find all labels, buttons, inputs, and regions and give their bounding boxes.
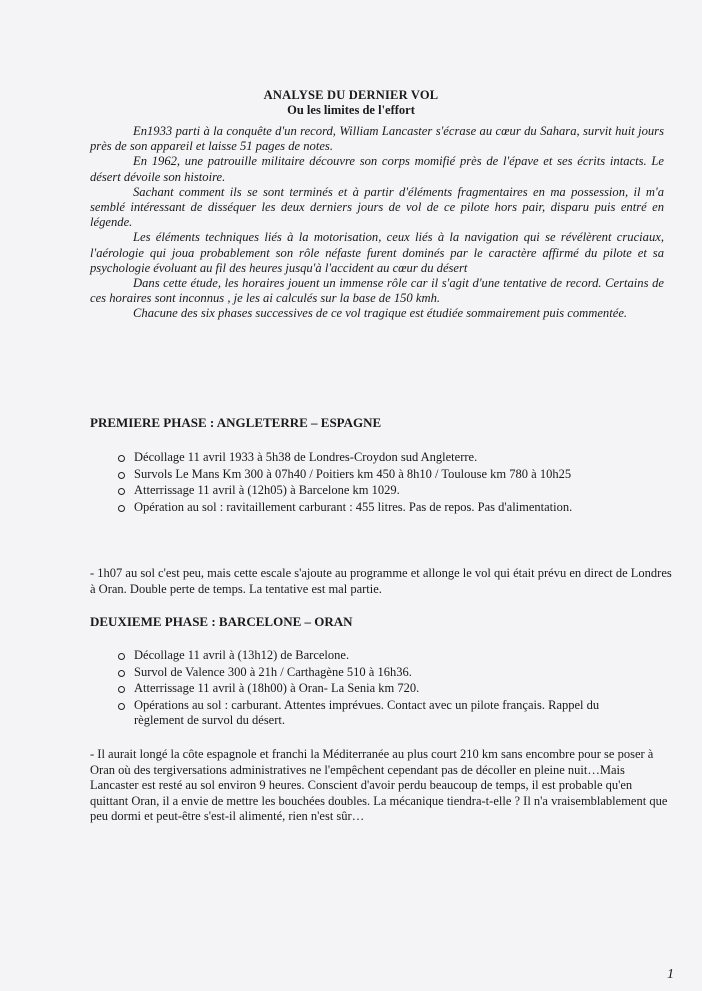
intro-section [90,124,664,322]
phase2-heading: DEUXIEME PHASE : BARCELONE – ORAN [90,614,353,629]
document-title: ANALYSE DU DERNIER VOL [263,88,439,102]
phase2-comment: - Il aurait longé la côte espagnole et franchi la Méditerranée au plus court 210 km sans encombre pour se poser à Oran où des tergiversations administratives ne l'empêchent cependant pas de décoller en pleine nuit…Mais Lancaster est resté au sol environ 9 heures. Conscient d'avoir perdu beaucoup de temps, il est probable qu'en quittant Oran, il a envie de mettre les bouchées doubles. La mécanique tiendra-t-elle ? Il n'a vraisemblablement que peu dormi et peut-être s'est-il alimenté, rien n'est sûr… [90,747,668,824]
intro-paragraph: En1933 parti à la conquête d'un record, William Lancaster s'écrase au cœur du Sahara, survit huit jours près de son appareil et laisse 51 pages de notes. [90,124,664,154]
list-item: Décollage 11 avril 1933 à 5h38 de Londres-Croydon sud Angleterre. [116,450,636,466]
list-item: Survol de Valence 300 à 21h / Carthagène 510 à 16h36. [116,665,636,681]
phase1-heading: PREMIERE PHASE : ANGLETERRE – ESPAGNE [90,415,382,430]
list-item: Opérations au sol : carburant. Attentes imprévues. Contact avec un pilote français. Rappel du règlement de survol du désert. [116,698,636,729]
list-item: Décollage 11 avril à (13h12) de Barcelone. [116,648,636,664]
list-item: Atterrissage 11 avril à (18h00) à Oran- La Senia km 720. [116,681,636,697]
intro-paragraph: Dans cette étude, les horaires jouent un immense rôle car il s'agit d'une tentative de record. Certains de ces horaires sont inconnus , je les ai calculés sur la base de 150 kmh. [90,276,664,306]
document-subtitle: Ou les limites de l'effort [287,103,415,117]
intro-paragraph: Sachant comment ils se sont terminés et à partir d'éléments fragmentaires en ma possession, il m'a semblé intéressant de disséquer les deux derniers jours de vol de ce pilote hors pair, disparu puis entré en légende. [90,184,664,230]
intro-paragraph: Les éléments techniques liés à la motorisation, ceux liés à la navigation qui se révélèrent cruciaux, l'aérologie qui joua probablement son rôle néfaste furent dominés par le caractère affirmé du pilote et sa psychologie évoluant au fil des heures jusqu'à l'accident au cœur du désert [90,230,664,275]
phase2-list [116,648,636,730]
intro-paragraph: Chacune des six phases successives de ce vol tragique est étudiée sommairement puis commentée. [133,306,628,321]
list-item: Survols Le Mans Km 300 à 07h40 / Poitiers km 450 à 8h10 / Toulouse km 780 à 10h25 [116,467,636,483]
title-block [0,88,702,118]
phase1-list [116,450,636,516]
phase1-comment: - 1h07 au sol c'est peu, mais cette escale s'ajoute au programme et allonge le vol qui était prévu en direct de Londres à Oran. Double perte de temps. La tentative est mal partie. [90,566,672,596]
page-number: 1 [667,967,674,982]
intro-paragraph: En 1962, une patrouille militaire découvre son corps momifié près de l'épave et ses écrits intacts. Le désert dévoile son histoire. [90,154,664,184]
list-item: Opération au sol : ravitaillement carburant : 455 litres. Pas de repos. Pas d'alimentation. [116,500,636,516]
list-item: Atterrissage 11 avril à (12h05) à Barcelone km 1029. [116,483,636,499]
